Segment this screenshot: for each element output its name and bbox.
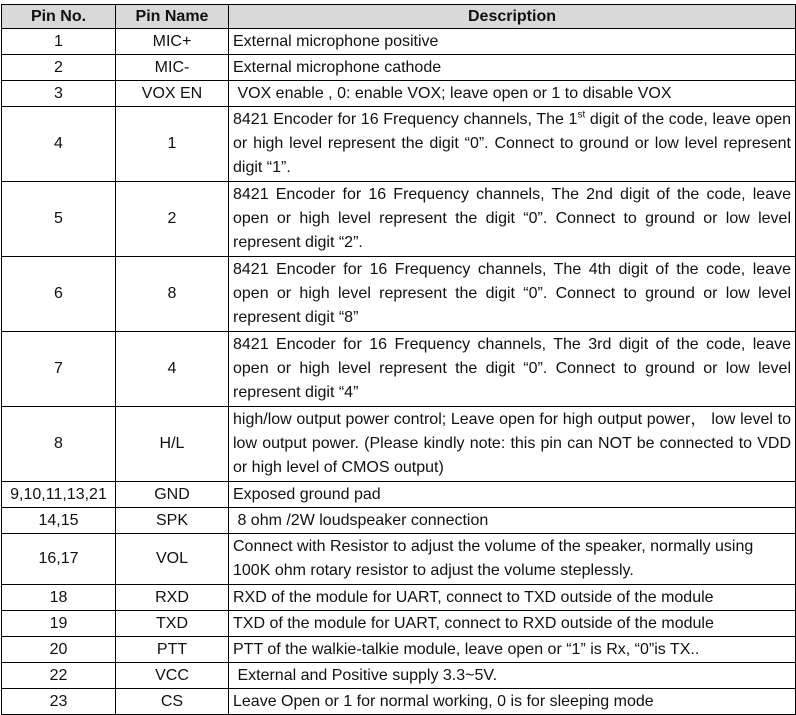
pin-description: TXD of the module for UART, connect to RXD outside of the module	[229, 611, 796, 637]
header-pin-name: Pin Name	[116, 5, 229, 29]
table-row	[2, 585, 796, 611]
ordinal-superscript: st	[577, 109, 586, 121]
pin-name: TXD	[116, 611, 229, 637]
pin-table	[1, 4, 796, 715]
pin-name: VOX EN	[116, 81, 229, 107]
table-row	[2, 611, 796, 637]
pin-number: 23	[2, 689, 116, 715]
table-row	[2, 332, 796, 407]
pin-name: SPK	[116, 508, 229, 534]
pin-number: 9,10,11,13,21	[2, 482, 116, 508]
pin-description: 8421 Encoder for 16 Frequency channels, The 3rd digit of the code, leave open or high level represent the digit “0”. Connect to ground or low level represent digit “4”	[229, 332, 796, 407]
pin-description-part: 8421 Encoder for 16 Frequency channels, The 1	[233, 111, 578, 128]
pin-description: high/low output power control; Leave open for high output power， low level to low output power. (Please kindly note: this pin can NOT be connected to VDD or high level of CMOS output)	[229, 407, 796, 482]
table-row	[2, 182, 796, 257]
table-row	[2, 257, 796, 332]
pin-description: VOX enable , 0: enable VOX; leave open or 1 to disable VOX	[229, 81, 796, 107]
pin-name: PTT	[116, 637, 229, 663]
pin-number: 5	[2, 182, 116, 257]
table-row	[2, 81, 796, 107]
pin-number: 3	[2, 81, 116, 107]
pin-name: VCC	[116, 663, 229, 689]
pin-name: 8	[116, 257, 229, 332]
pin-description: External and Positive supply 3.3~5V.	[229, 663, 796, 689]
table-row	[2, 107, 796, 182]
pin-description: 8421 Encoder for 16 Frequency channels, The 4th digit of the code, leave open or high level represent the digit “0”. Connect to ground or low level represent digit “8”	[229, 257, 796, 332]
pin-name: VOL	[116, 534, 229, 585]
pin-number: 6	[2, 257, 116, 332]
pin-number: 1	[2, 29, 116, 55]
table-row	[2, 534, 796, 585]
table-row	[2, 689, 796, 715]
pin-number: 14,15	[2, 508, 116, 534]
table-row	[2, 482, 796, 508]
header-row	[2, 5, 796, 29]
pin-description: PTT of the walkie-talkie module, leave open or “1” is Rx, “0”is TX..	[229, 637, 796, 663]
pin-number: 20	[2, 637, 116, 663]
table-row	[2, 29, 796, 55]
pin-number: 19	[2, 611, 116, 637]
header-description: Description	[229, 5, 796, 29]
pin-name: GND	[116, 482, 229, 508]
pin-name: 4	[116, 332, 229, 407]
pin-number: 8	[2, 407, 116, 482]
pin-name: MIC-	[116, 55, 229, 81]
pin-number: 18	[2, 585, 116, 611]
pin-description: RXD of the module for UART, connect to TXD outside of the module	[229, 585, 796, 611]
table-row	[2, 508, 796, 534]
pin-description-part: digit of the code, leave open or high level represent the digit “0”. Connect to ground or low level represent digit “1”.	[233, 111, 792, 176]
pin-description: Connect with Resistor to adjust the volume of the speaker, normally using 100K ohm rotary resistor to adjust the volume steplessly.	[229, 534, 796, 585]
pin-description: 8 ohm /2W loudspeaker connection	[229, 508, 796, 534]
pin-name: MIC+	[116, 29, 229, 55]
pin-name: 1	[116, 107, 229, 182]
pin-description: External microphone positive	[229, 29, 796, 55]
table-row	[2, 637, 796, 663]
table-row	[2, 55, 796, 81]
pin-name: CS	[116, 689, 229, 715]
pin-description: External microphone cathode	[229, 55, 796, 81]
pin-number: 16,17	[2, 534, 116, 585]
pin-description	[229, 107, 796, 182]
pin-number: 4	[2, 107, 116, 182]
header-pin-no: Pin No.	[2, 5, 116, 29]
pin-name: 2	[116, 182, 229, 257]
table-row	[2, 407, 796, 482]
pin-description: 8421 Encoder for 16 Frequency channels, The 2nd digit of the code, leave open or high level represent the digit “0”. Connect to ground or low level represent digit “2”.	[229, 182, 796, 257]
pin-number: 7	[2, 332, 116, 407]
pin-number: 22	[2, 663, 116, 689]
pin-description: Leave Open or 1 for normal working, 0 is for sleeping mode	[229, 689, 796, 715]
table-row	[2, 663, 796, 689]
pin-number: 2	[2, 55, 116, 81]
pin-name: H/L	[116, 407, 229, 482]
pin-name: RXD	[116, 585, 229, 611]
pin-description: Exposed ground pad	[229, 482, 796, 508]
